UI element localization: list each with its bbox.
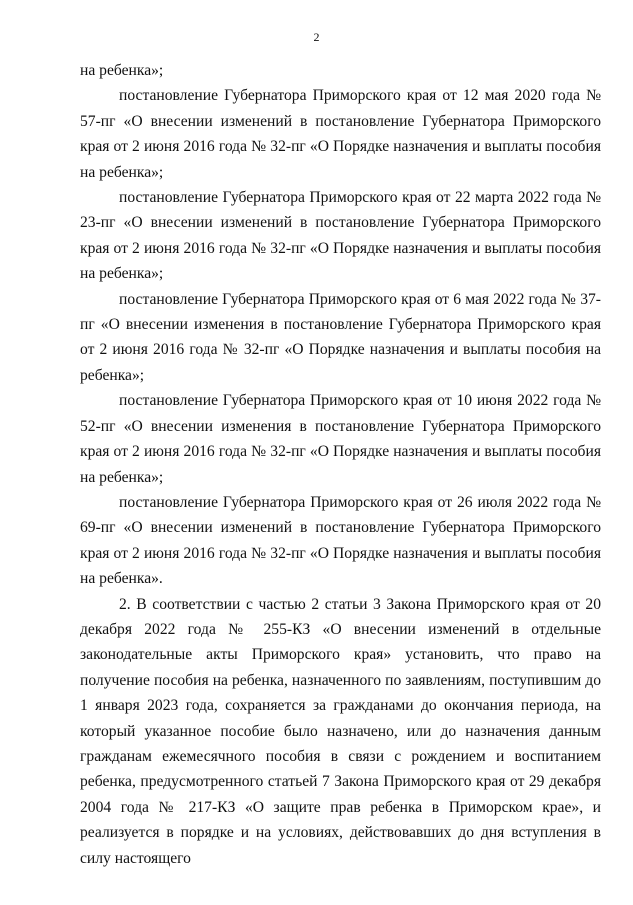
paragraph-decree-37: постановление Губернатора Приморского края от 6 мая 2022 года № 37-пг «О внесении изменения в постановление Губернатора Приморского края от 2 июня 2016 года № 32-пг «О Порядке назначения и выплаты пособия на ребенка»; — [80, 290, 601, 384]
paragraph-decree-52: постановление Губернатора Приморского края от 10 июня 2022 года № 52-пг «О внесении изменения в постановление Губернатора Приморского края от 2 июня 2016 года № 32-пг «О Порядке назначения и выплаты пособия на ребенка»; — [80, 392, 601, 486]
document-body — [80, 58, 601, 871]
paragraph-section-2: 2. В соответствии с частью 2 статьи 3 Закона Приморского края от 20 декабря 2022 года № 255-КЗ «О внесении изменений в отдельные законодательные акты Приморского края» установить, что право на получение пособия на ребенка, назначенного по заявлениям, поступившим до 1 января 2023 года, сохраняется за гражданами до окончания периода, на который указанное пособие было назначено, или до назначения данным гражданам ежемесячного пособия в связи с рождением и воспитанием ребенка, предусмотренного статьей 7 Закона Приморского края от 29 декабря 2004 года № 217-КЗ «О защите прав ребенка в Приморском крае», и реализуется в порядке и на условиях, действовавших до дня вступления в силу настоящего — [80, 595, 601, 867]
paragraph-decree-23: постановление Губернатора Приморского края от 22 марта 2022 года № 23-пг «О внесении изменений в постановление Губернатора Приморского края от 2 июня 2016 года № 32-пг «О Порядке назначения и выплаты пособия на ребенка»; — [80, 189, 601, 283]
paragraph-decree-57: постановление Губернатора Приморского края от 12 мая 2020 года № 57-пг «О внесении изменений в постановление Губернатора Приморского края от 2 июня 2016 года № 32-пг «О Порядке назначения и выплаты пособия на ребенка»; — [80, 87, 601, 181]
paragraph-decree-69: постановление Губернатора Приморского края от 26 июля 2022 года № 69-пг «О внесении изменений в постановление Губернатора Приморского края от 2 июня 2016 года № 32-пг «О Порядке назначения и выплаты пособия на ребенка». — [80, 493, 601, 588]
paragraph-continuation: на ребенка»; — [80, 62, 164, 79]
page-number: 2 — [313, 30, 320, 44]
